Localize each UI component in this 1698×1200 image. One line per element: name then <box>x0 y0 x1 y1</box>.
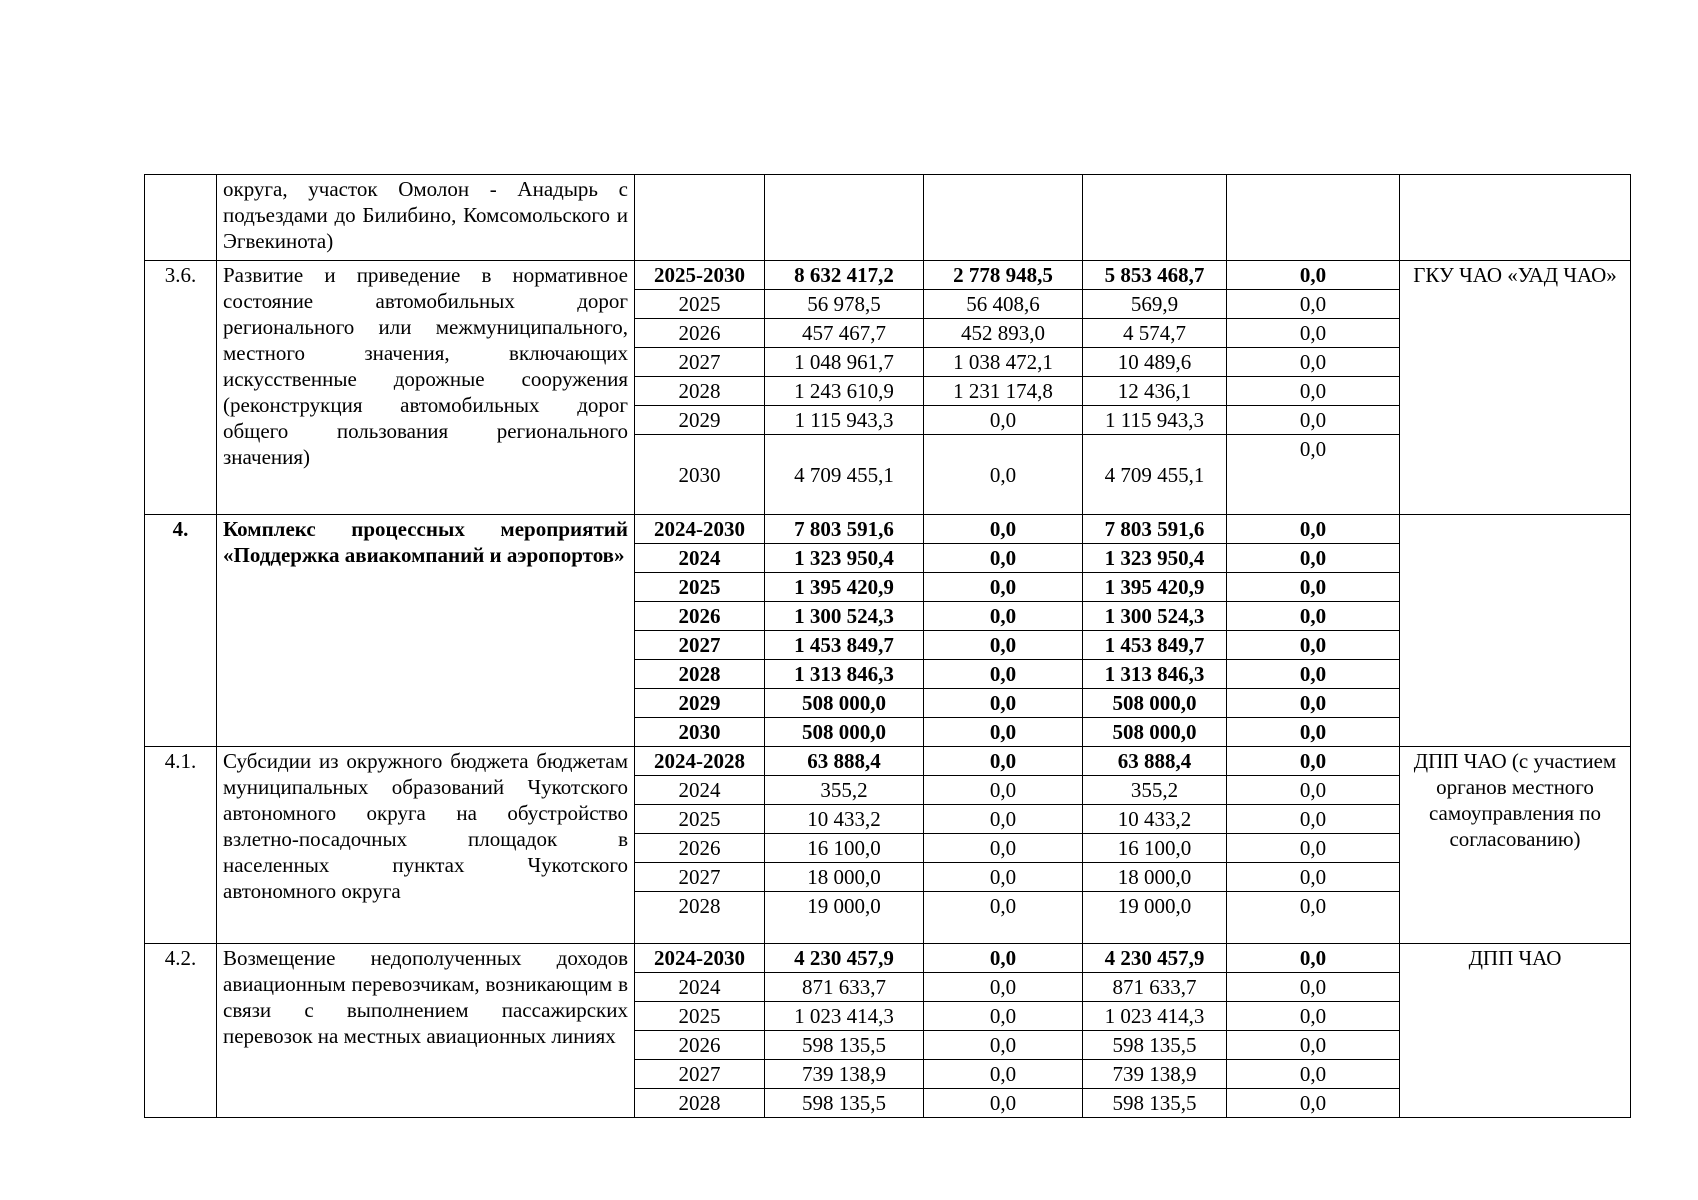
table-row <box>145 175 1631 261</box>
federal-cell: 0,0 <box>924 834 1083 863</box>
period-cell: 2025 <box>635 573 765 602</box>
total-cell: 19 000,0 <box>765 892 924 944</box>
item-number <box>145 175 217 261</box>
total-cell: 871 633,7 <box>765 973 924 1002</box>
regional-cell: 4 230 457,9 <box>1083 944 1227 973</box>
period-cell: 2024-2030 <box>635 944 765 973</box>
item-number: 4.2. <box>145 944 217 1118</box>
total-cell: 56 978,5 <box>765 290 924 319</box>
item-number: 4. <box>145 515 217 747</box>
federal-cell: 0,0 <box>924 718 1083 747</box>
other-cell: 0,0 <box>1227 747 1400 776</box>
total-cell: 7 803 591,6 <box>765 515 924 544</box>
total-cell: 16 100,0 <box>765 834 924 863</box>
table-row <box>145 944 1631 973</box>
regional-cell: 10 433,2 <box>1083 805 1227 834</box>
other-cell: 0,0 <box>1227 602 1400 631</box>
other-cell: 0,0 <box>1227 944 1400 973</box>
federal-cell: 452 893,0 <box>924 319 1083 348</box>
total-cell: 10 433,2 <box>765 805 924 834</box>
other-cell: 0,0 <box>1227 689 1400 718</box>
regional-cell: 1 453 849,7 <box>1083 631 1227 660</box>
federal-cell: 0,0 <box>924 1031 1083 1060</box>
total-cell: 598 135,5 <box>765 1031 924 1060</box>
federal-cell: 1 038 472,1 <box>924 348 1083 377</box>
item-description: Субсидии из окружного бюджета бюджетам муниципальных образований Чукотского автономного округа на обустройство взлетно-посадочных площадок в населенных пунктах Чукотского автономного округа <box>217 747 635 944</box>
table-row <box>145 747 1631 776</box>
federal-cell: 0,0 <box>924 1060 1083 1089</box>
total-cell: 508 000,0 <box>765 689 924 718</box>
executor-cell: ГКУ ЧАО «УАД ЧАО» <box>1400 261 1631 515</box>
total-cell: 355,2 <box>765 776 924 805</box>
total-cell: 63 888,4 <box>765 747 924 776</box>
total-cell: 8 632 417,2 <box>765 261 924 290</box>
total-cell: 598 135,5 <box>765 1089 924 1118</box>
period-cell: 2026 <box>635 602 765 631</box>
total-cell: 1 243 610,9 <box>765 377 924 406</box>
period-cell: 2024 <box>635 973 765 1002</box>
item-number: 4.1. <box>145 747 217 944</box>
item-description: Развитие и приведение в нормативное состояние автомобильных дорог регионального или межмуниципального, местного значения, включающих искусственные дорожные сооружения (реконструкция автомобильных дорог общего пользования регионального значения) <box>217 261 635 515</box>
period-cell: 2024-2030 <box>635 515 765 544</box>
period-cell <box>635 175 765 261</box>
federal-cell: 0,0 <box>924 602 1083 631</box>
federal-cell: 0,0 <box>924 1002 1083 1031</box>
other-cell: 0,0 <box>1227 660 1400 689</box>
regional-cell: 7 803 591,6 <box>1083 515 1227 544</box>
regional-cell: 19 000,0 <box>1083 892 1227 944</box>
regional-cell: 63 888,4 <box>1083 747 1227 776</box>
item-description: Возмещение недополученных доходов авиационным перевозчикам, возникающим в связи с выполнением пассажирских перевозок на местных авиационных линиях <box>217 944 635 1118</box>
other-cell: 0,0 <box>1227 718 1400 747</box>
executor-cell <box>1400 515 1631 747</box>
federal-cell: 0,0 <box>924 573 1083 602</box>
regional-cell: 16 100,0 <box>1083 834 1227 863</box>
other-cell: 0,0 <box>1227 319 1400 348</box>
total-cell: 1 115 943,3 <box>765 406 924 435</box>
period-cell: 2028 <box>635 1089 765 1118</box>
item-description: округа, участок Омолон - Анадырь с подъездами до Билибино, Комсомольского и Эгвекинота) <box>217 175 635 261</box>
other-cell: 0,0 <box>1227 1031 1400 1060</box>
federal-cell: 0,0 <box>924 544 1083 573</box>
total-cell <box>765 175 924 261</box>
period-cell: 2028 <box>635 660 765 689</box>
regional-cell: 1 395 420,9 <box>1083 573 1227 602</box>
regional-cell: 355,2 <box>1083 776 1227 805</box>
federal-cell: 0,0 <box>924 631 1083 660</box>
period-cell: 2024-2028 <box>635 747 765 776</box>
total-cell: 1 300 524,3 <box>765 602 924 631</box>
total-cell: 1 395 420,9 <box>765 573 924 602</box>
item-number: 3.6. <box>145 261 217 515</box>
period-cell: 2026 <box>635 1031 765 1060</box>
total-cell: 1 313 846,3 <box>765 660 924 689</box>
total-cell: 1 453 849,7 <box>765 631 924 660</box>
other-cell: 0,0 <box>1227 544 1400 573</box>
regional-cell: 4 709 455,1 <box>1083 435 1227 515</box>
period-cell: 2030 <box>635 718 765 747</box>
other-cell: 0,0 <box>1227 290 1400 319</box>
financing-table <box>144 174 1631 1118</box>
period-cell: 2025 <box>635 1002 765 1031</box>
total-cell: 739 138,9 <box>765 1060 924 1089</box>
federal-cell: 0,0 <box>924 515 1083 544</box>
federal-cell: 0,0 <box>924 805 1083 834</box>
total-cell: 508 000,0 <box>765 718 924 747</box>
federal-cell: 0,0 <box>924 863 1083 892</box>
other-cell: 0,0 <box>1227 377 1400 406</box>
federal-cell: 56 408,6 <box>924 290 1083 319</box>
period-cell: 2027 <box>635 863 765 892</box>
regional-cell: 4 574,7 <box>1083 319 1227 348</box>
period-cell: 2029 <box>635 689 765 718</box>
total-cell: 4 709 455,1 <box>765 435 924 515</box>
federal-cell <box>924 175 1083 261</box>
other-cell: 0,0 <box>1227 515 1400 544</box>
federal-cell: 2 778 948,5 <box>924 261 1083 290</box>
other-cell: 0,0 <box>1227 1060 1400 1089</box>
total-cell: 1 048 961,7 <box>765 348 924 377</box>
regional-cell: 871 633,7 <box>1083 973 1227 1002</box>
table-row <box>145 261 1631 290</box>
other-cell: 0,0 <box>1227 776 1400 805</box>
regional-cell: 739 138,9 <box>1083 1060 1227 1089</box>
other-cell: 0,0 <box>1227 1089 1400 1118</box>
period-cell: 2024 <box>635 544 765 573</box>
regional-cell: 508 000,0 <box>1083 689 1227 718</box>
other-cell: 0,0 <box>1227 631 1400 660</box>
executor-cell <box>1400 175 1631 261</box>
regional-cell: 5 853 468,7 <box>1083 261 1227 290</box>
period-cell: 2028 <box>635 377 765 406</box>
item-description: Комплекс процессных мероприятий «Поддержка авиакомпаний и аэропортов» <box>217 515 635 747</box>
period-cell: 2027 <box>635 348 765 377</box>
table-row <box>145 515 1631 544</box>
federal-cell: 0,0 <box>924 660 1083 689</box>
federal-cell: 0,0 <box>924 1089 1083 1118</box>
regional-cell: 598 135,5 <box>1083 1031 1227 1060</box>
executor-cell: ДПП ЧАО <box>1400 944 1631 1118</box>
other-cell: 0,0 <box>1227 834 1400 863</box>
federal-cell: 0,0 <box>924 747 1083 776</box>
regional-cell: 1 023 414,3 <box>1083 1002 1227 1031</box>
period-cell: 2027 <box>635 631 765 660</box>
other-cell: 0,0 <box>1227 435 1400 515</box>
period-cell: 2028 <box>635 892 765 944</box>
period-cell: 2025 <box>635 290 765 319</box>
period-cell: 2024 <box>635 776 765 805</box>
regional-cell <box>1083 175 1227 261</box>
regional-cell: 508 000,0 <box>1083 718 1227 747</box>
regional-cell: 18 000,0 <box>1083 863 1227 892</box>
other-cell: 0,0 <box>1227 863 1400 892</box>
other-cell: 0,0 <box>1227 261 1400 290</box>
regional-cell: 10 489,6 <box>1083 348 1227 377</box>
federal-cell: 0,0 <box>924 689 1083 718</box>
other-cell: 0,0 <box>1227 892 1400 944</box>
federal-cell: 0,0 <box>924 435 1083 515</box>
period-cell: 2026 <box>635 319 765 348</box>
federal-cell: 0,0 <box>924 973 1083 1002</box>
period-cell: 2025-2030 <box>635 261 765 290</box>
federal-cell: 1 231 174,8 <box>924 377 1083 406</box>
executor-cell: ДПП ЧАО (с участием органов местного самоуправления по согласованию) <box>1400 747 1631 944</box>
period-cell: 2025 <box>635 805 765 834</box>
regional-cell: 12 436,1 <box>1083 377 1227 406</box>
period-cell: 2029 <box>635 406 765 435</box>
total-cell: 457 467,7 <box>765 319 924 348</box>
regional-cell: 1 313 846,3 <box>1083 660 1227 689</box>
total-cell: 4 230 457,9 <box>765 944 924 973</box>
federal-cell: 0,0 <box>924 776 1083 805</box>
federal-cell: 0,0 <box>924 406 1083 435</box>
other-cell <box>1227 175 1400 261</box>
federal-cell: 0,0 <box>924 944 1083 973</box>
period-cell: 2027 <box>635 1060 765 1089</box>
other-cell: 0,0 <box>1227 805 1400 834</box>
other-cell: 0,0 <box>1227 348 1400 377</box>
regional-cell: 1 300 524,3 <box>1083 602 1227 631</box>
regional-cell: 569,9 <box>1083 290 1227 319</box>
total-cell: 18 000,0 <box>765 863 924 892</box>
other-cell: 0,0 <box>1227 1002 1400 1031</box>
regional-cell: 598 135,5 <box>1083 1089 1227 1118</box>
period-cell: 2026 <box>635 834 765 863</box>
total-cell: 1 023 414,3 <box>765 1002 924 1031</box>
other-cell: 0,0 <box>1227 406 1400 435</box>
period-cell: 2030 <box>635 435 765 515</box>
other-cell: 0,0 <box>1227 573 1400 602</box>
total-cell: 1 323 950,4 <box>765 544 924 573</box>
regional-cell: 1 115 943,3 <box>1083 406 1227 435</box>
regional-cell: 1 323 950,4 <box>1083 544 1227 573</box>
other-cell: 0,0 <box>1227 973 1400 1002</box>
federal-cell: 0,0 <box>924 892 1083 944</box>
